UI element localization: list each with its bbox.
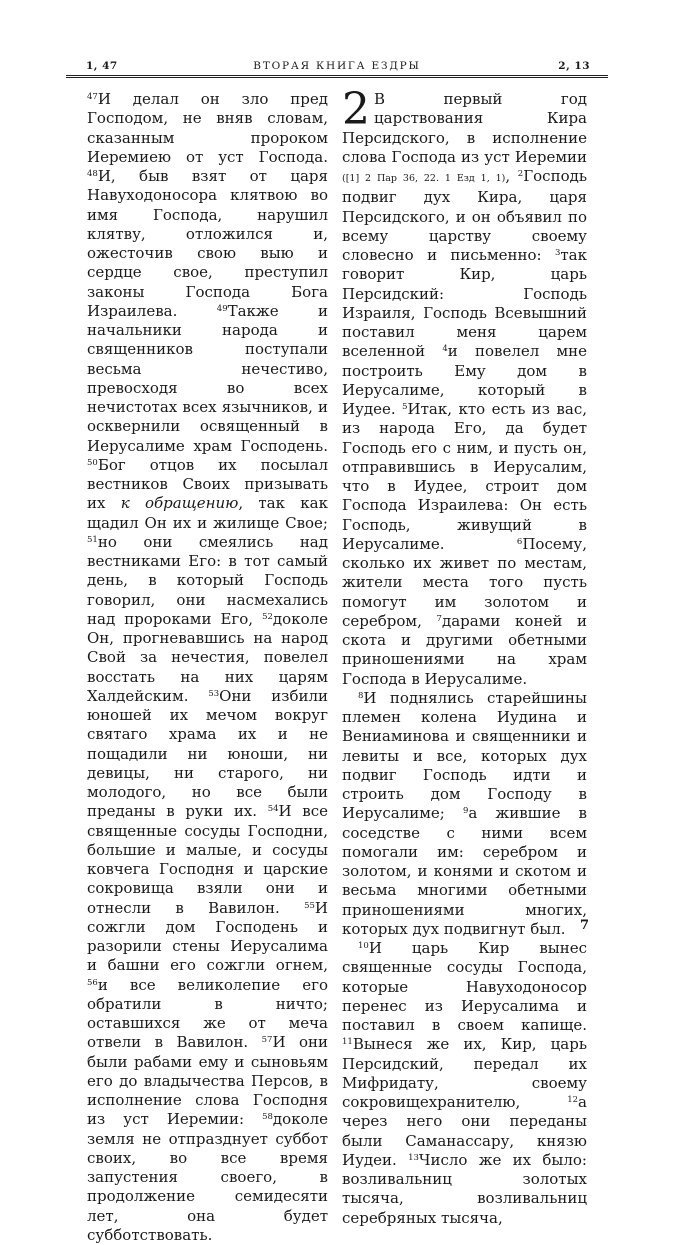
verse-number: 51 [87,534,98,545]
verse-number: 48 [87,169,98,179]
verse-text: И, быв взят от царя Навуходоносора клятвою во имя Господа, нарушил клятву, отложился и, ожесточив свою выю и сердце свое, преступил законы Господа Бога Израилева. [87,167,328,320]
verse-number: 11 [342,1037,353,1048]
verse-text: , так как щадил Он их и жилище Свое; [87,494,328,532]
verse-text: И сожгли дом Господень и разорили стены Иерусалима и башни его сожгли огнем, [87,898,328,975]
verse-text: И царь Кир вынес священные сосуды Господа, которые Навуходоносор перенес из Иерусалима и поставил в своем капище. [342,939,587,1034]
verse-number: 49 [216,303,228,314]
verse-number: 57 [261,1035,273,1046]
verse-number: 10 [358,941,369,951]
verse-italic-insertion: к обращению [120,494,239,513]
verse-text: Также и начальники народа и священников поступали весьма нечестиво, превосходя во всех нечистотах всех язычников, и осквернили освященный в Иерусалиме храм Господень. [87,301,329,455]
chapter-opening-paragraph: 2 В первый год царствования Кира Персидского, в исполнение слова Господа из уст Иеремии ([1] 2 Пар 36, 22. 1 Езд 1, 1), $^2$Господь подвиг дух Кира, царя Персидского, и он объявил по всему царству своему словесно и письменно: $^3$так говорит Кир, царь Персидский: Господь Израиля, Господь Всевышний поставил меня царем вселенной $^4$и повелел мне построить Ему дом в Иерусалиме, который в Иудее. $^5$Итак, кто есть из вас, из народа Его, да будет Господь его с ним, и пусть он, отправившись в Иерусалим, что в Иудее, строит дом Господа Израилева: Он есть Господь, живущий в Иерусалиме. $^6$Посему, сколько их живет по местам, жители места того пусть помогут им золотом и серебром, $^7$дарами коней и скота и другими обетными приношениями на храм Господа в Иерусалиме. [342,84,588,688]
verse-text: и повелел мне построить Ему дом в Иерусалиме, который в Иудее. [342,342,587,418]
verse-number: 9 [462,806,469,817]
verse-number: 52 [262,611,273,622]
verse-number: 54 [267,804,279,815]
cross-reference: ([1] 2 Пар 36, 22. 1 Езд 1, 1) [342,173,506,184]
verse-text: Бог отцов их посылал вестников Своих призывать их [87,455,328,513]
verse-number: 50 [87,457,98,468]
verse-text: а через него они переданы были Саманассару, князю Иудеи. [342,1093,587,1169]
verse-text: И поднялись старейшины племен колена Иудина и Вениаминова и священники и левиты и все, которых дух подвиг Господь идти и строить дом Господу в Иерусалиме; [342,688,587,823]
verse-text: но они смеялись над вестниками Его: в тот самый день, в который Господь говорил, они насмехались над пророками Его, [87,532,328,628]
right-column [342,84,588,1228]
verse-number: 8 [358,690,364,701]
header-right-reference: 2, 13 [558,60,590,72]
verse-number: 12 [567,1095,579,1105]
verse-number: 58 [262,1112,273,1123]
verse-text: дарами коней и скота и другими обетными приношениями на храм Господа в Иерусалиме. [342,611,588,688]
verse-text: И делал он зло пред Господом, не вняв словам, сказанным пророком Иеремиею от уст Господа. [87,90,328,166]
verse-number: 47 [87,92,98,102]
page-number: 7 [579,918,589,933]
verse-text: Число же их было: возливальниц золотых тысяча, возливальниц серебряных тысяча, [342,1150,587,1227]
verse-text: так говорит Кир, царь Персидский: Господь Израиля, Господь Всевышний поставил меня царем вселенной [342,246,587,361]
header-left-reference: 1, 47 [86,60,118,72]
running-header [66,54,608,72]
verse-number: 56 [87,977,98,988]
verse-text: Посему, сколько их живет по местам, жители места того пусть помогут им золотом и серебром, [342,534,587,630]
verse-number: 13 [408,1152,419,1163]
verse-number: 5 [402,402,408,412]
verse-text: доколе Он, прогневавшись на народ Свой за нечестия, повелел восстать на них царям Халдейским. [87,609,328,705]
verse-number: 55 [304,900,315,911]
verse-number: 7 [436,613,442,624]
verse-text: В первый год царствования Кира Персидского, в исполнение слова Господа из уст Иеремии [342,90,587,166]
verse-text: Господь подвиг дух Кира, царя Персидского, и он объявил по всему царству своему словесно и письменно: [342,167,587,264]
chapter-drop-cap: 2 [342,84,370,135]
verse-number: 6 [516,536,523,547]
right-paragraph [342,689,587,939]
verse-number: 4 [442,344,448,355]
verse-text: Итак, кто есть из вас, из народа Его, да будет Господь его с ним, и пусть он, отправившись в Иерусалим, что в Иудее, строит дом Господа Израилева: Он есть Господь, живущий в Иерусалиме. [342,400,587,553]
verse-number: 53 [208,688,220,699]
verse-number: 2 [517,169,524,179]
left-paragraph [87,90,328,1245]
verse-text: И все священные сосуды Господни, большие и малые, и сосуды ковчега Господня и царские сокровища взяли они и отнесли в Вавилон. [87,802,328,917]
left-column [87,90,328,1245]
header-book-title: ВТОРАЯ КНИГА ЕЗДРЫ [253,60,421,72]
verse-number: 3 [554,248,561,258]
verse-text: И они были рабами ему и сыновьям его до владычества Персов, в исполнение слова Господня из уст Иеремии: [87,1033,328,1129]
verse-text: Вынеся же их, Кир, царь Персидский, передал их Мифридату, своему сокровищехранителю, [342,1035,587,1111]
header-rule [66,75,608,76]
verse-text: и все великолепие его обратили в ничто; оставшихся же от меча отвели в Вавилон. [87,975,328,1052]
header-rule-secondary [66,77,608,78]
verse-text: доколе земля не отпразднует суббот своих, во все время запустения своего, в продолжение семидесяти лет, она будет субботствовать. [87,1110,328,1244]
verse-text: а жившие в соседстве с ними всем помогали им: серебром и золотом, и конями и скотом и весьма многими обетными приношениями многих, которых дух подвигнут был. [342,804,587,938]
verse-text: Они избили юношей их мечом вокруг святаго храма их и не пощадили ни юноши, ни девицы, ни старого, ни молодого, но все были преданы в руки их. [87,686,328,821]
right-paragraph [342,939,587,1228]
